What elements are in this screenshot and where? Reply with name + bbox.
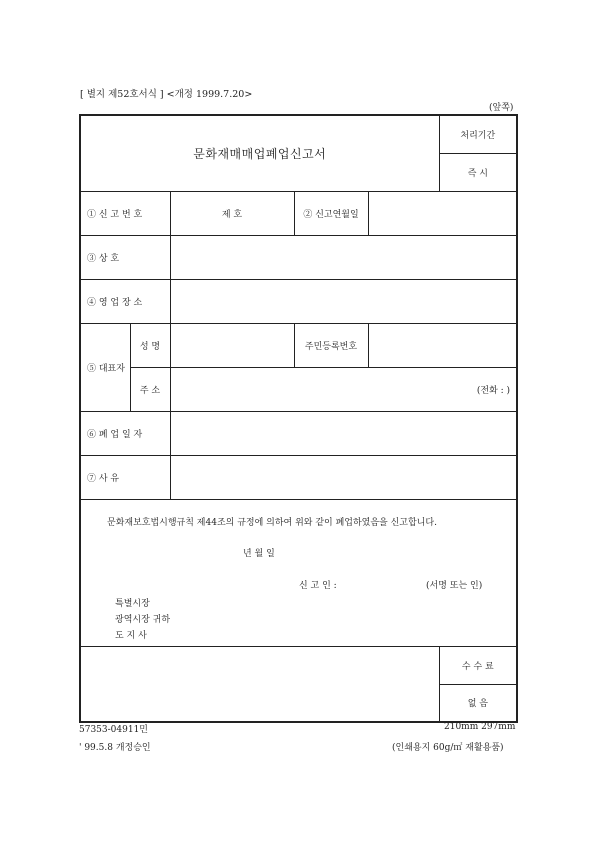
- phone-label: (전화 : ): [476, 385, 511, 396]
- processing-period-value: 즉 시: [439, 153, 517, 191]
- reason-field[interactable]: [170, 455, 517, 499]
- trade-name-label: ③ 상 호: [80, 235, 170, 279]
- report-number-label: ① 신 고 번 호: [80, 191, 170, 235]
- resident-number-label: 주민등록번호: [294, 323, 368, 367]
- form-number: [ 별지 제52호서식 ] <개정 1999.7.20>: [80, 89, 253, 100]
- fee-value: 없 음: [439, 684, 517, 722]
- address-field[interactable]: [170, 367, 517, 411]
- report-date-label: ② 신고연월일: [294, 191, 368, 235]
- business-place-label: ④ 영 업 장 소: [80, 279, 170, 323]
- declaration-section: [80, 499, 517, 646]
- name-field[interactable]: [170, 323, 294, 367]
- recipient-line-2: 광역시장 귀하: [115, 614, 171, 625]
- declaration-statement: 문화재보호법시행규칙 제44조의 규정에 의하여 위와 같이 폐업하였음을 신고합니다.: [107, 517, 437, 528]
- report-form: [79, 114, 518, 723]
- fee-label: 수 수 료: [439, 646, 517, 684]
- address-label: 주 소: [130, 367, 170, 411]
- business-place-field[interactable]: [170, 279, 517, 323]
- processing-period-label: 처리기간: [439, 115, 517, 153]
- report-date-field[interactable]: [368, 191, 517, 235]
- blank-area: [80, 646, 439, 722]
- paper-size: 210mm 297mm: [444, 722, 516, 732]
- form-title: 문화재매매업폐업신고서: [80, 115, 439, 191]
- closure-date-label: ⑥ 폐 업 일 자: [80, 411, 170, 455]
- trade-name-field[interactable]: [170, 235, 517, 279]
- recipient-line-3: 도 지 사: [115, 630, 147, 641]
- page-side-label: (앞쪽): [489, 103, 514, 113]
- reason-label: ⑦ 사 유: [80, 455, 170, 499]
- signature-field[interactable]: (서명 또는 인): [426, 580, 483, 591]
- name-label: 성 명: [130, 323, 170, 367]
- closure-date-field[interactable]: [170, 411, 517, 455]
- approval-note: ' 99.5.8 개정승인: [79, 743, 151, 753]
- declaration-date[interactable]: 년 월 일: [243, 548, 275, 559]
- recipient-line-1: 특별시장: [115, 598, 150, 609]
- reporter-label: 신 고 인 :: [299, 580, 337, 591]
- representative-label: ⑤ 대표자: [80, 323, 130, 411]
- form-code: 57353-04911민: [79, 725, 148, 735]
- resident-number-field[interactable]: [368, 323, 517, 367]
- report-number-field[interactable]: 제 호: [170, 191, 294, 235]
- paper-spec: (인쇄용지 60g/㎡ 재활용품): [392, 743, 504, 753]
